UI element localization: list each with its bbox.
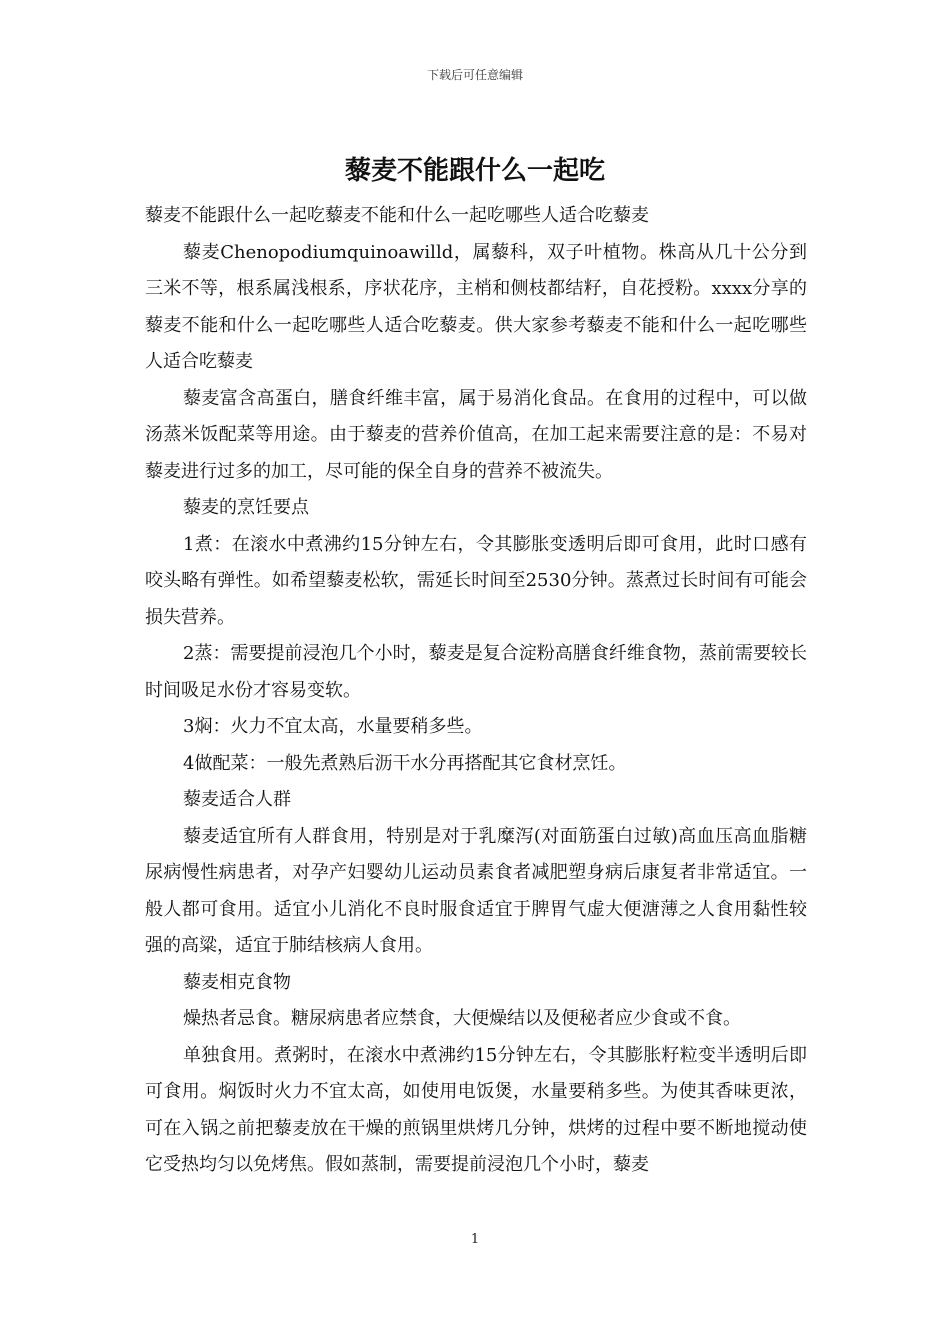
document-subtitle: 藜麦不能跟什么一起吃藜麦不能和什么一起吃哪些人适合吃藜麦 (145, 205, 649, 226)
document-title: 藜麦不能跟什么一起吃 (344, 156, 605, 186)
paragraph-eat-alone: 单独食用。煮粥时，在滚水中煮沸约15分钟左右，令其膨胀籽粒变半透明后即可食用。焖饭时火力不宜太高，如使用电饭煲，水量要稍多些。为使其香味更浓，可在入锅之前把藜麦放在干燥的煎锅里烘烤几分钟，烘烤的过程中要不断地搅动使它受热均匀以免烤焦。假如蒸制，需要提前浸泡几个小时，藜麦 (145, 1044, 807, 1175)
heading-cooking-points: 藜麦的烹饪要点 (183, 497, 309, 518)
paragraph-incompatible-foods: 燥热者忌食。糖尿病患者应禁食，大便燥结以及便秘者应少食或不食。 (183, 1008, 741, 1029)
paragraph-suitable-people: 藜麦适宜所有人群食用，特别是对于乳糜泻(对面筋蛋白过敏)高血压高血脂糖尿病慢性病患者，对孕产妇婴幼儿运动员素食者减肥塑身病后康复者非常适宜。一般人都可食用。适宜小儿消化不良时服食适宜于脾胃气虚大便溏薄之人食用黏性较强的高粱，适宜于肺结核病人食用。 (145, 825, 807, 956)
paragraph-boil: 1煮：在滚水中煮沸约15分钟左右，令其膨胀变透明后即可食用，此时口感有咬头略有弹性。如希望藜麦松软，需延长时间至2530分钟。蒸煮过长时间有可能会损失营养。 (145, 533, 807, 628)
paragraph-intro: 藜麦Chenopodiumquinoawilld，属藜科，双子叶植物。株高从几十公分到三米不等，根系属浅根系，序状花序，主梢和侧枝都结籽，自花授粉。xxxx分享的藜麦不能和什么一起吃哪些人适合吃藜麦。供大家参考藜麦不能和什么一起吃哪些人适合吃藜麦 (145, 241, 807, 372)
paragraph-side-dish: 4做配菜：一般先煮熟后沥干水分再搭配其它食材烹饪。 (183, 752, 627, 774)
page-number: 1 (470, 1232, 480, 1247)
heading-suitable-people: 藜麦适合人群 (183, 789, 291, 810)
paragraph-nutrition: 藜麦富含高蛋白，膳食纤维丰富，属于易消化食品。在食用的过程中，可以做汤蒸米饭配菜等用途。由于藜麦的营养价值高，在加工起来需要注意的是：不易对藜麦进行过多的加工，尽可能的保全自身的营养不被流失。 (145, 387, 807, 482)
document-body (145, 198, 807, 1184)
heading-incompatible-foods: 藜麦相克食物 (183, 971, 291, 993)
paragraph-braise: 3焖：火力不宜太高，水量要稍多些。 (183, 716, 483, 737)
page-header-note: 下载后可任意编辑 (426, 68, 523, 82)
paragraph-steam: 2蒸：需要提前浸泡几个小时，藜麦是复合淀粉高膳食纤维食物，蒸前需要较长时间吸足水份才容易变软。 (145, 643, 807, 701)
